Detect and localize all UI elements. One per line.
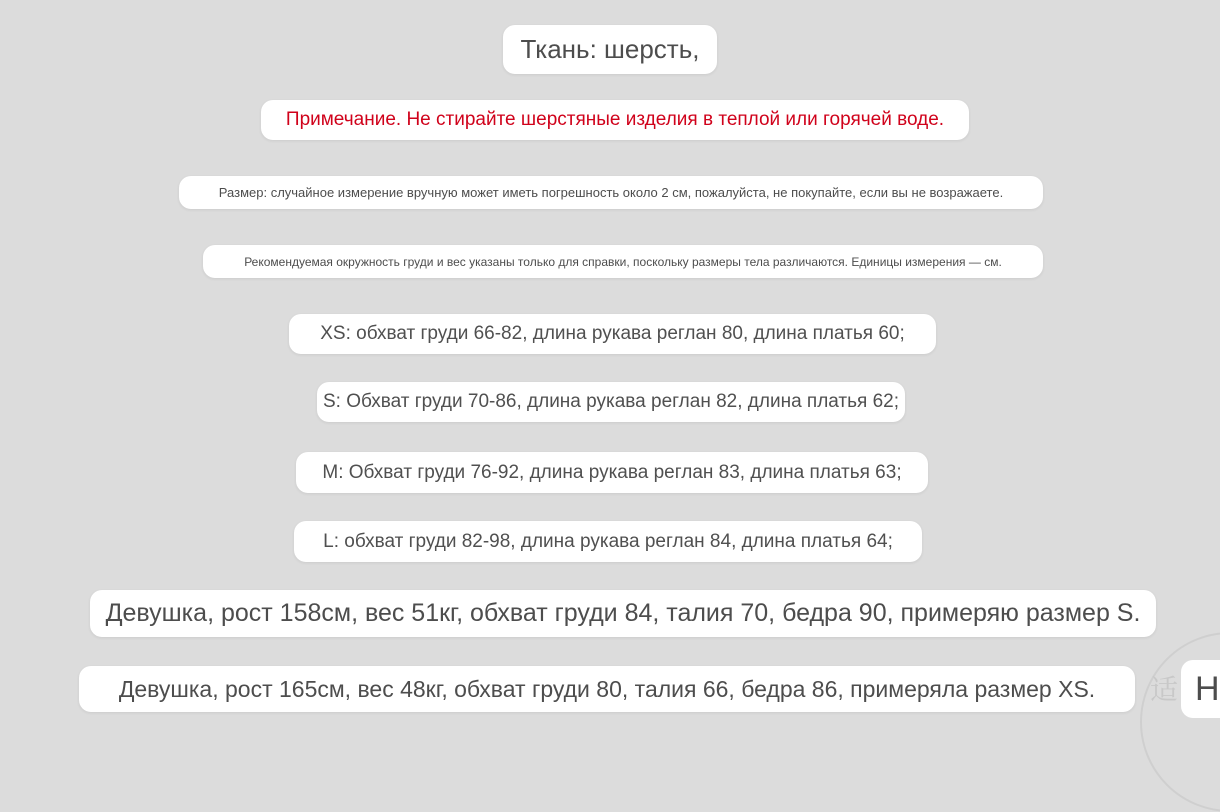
size-disclaimer bbox=[179, 176, 1043, 209]
size-row-l bbox=[294, 521, 922, 562]
size-row-xs-text: XS: обхват груди 66-82, длина рукава реглан 80, длина платья 60; bbox=[320, 323, 905, 344]
care-note-text: Примечание. Не стирайте шерстяные изделия в теплой или горячей воде. bbox=[285, 109, 945, 130]
model-info-1-text: Девушка, рост 158см, вес 51кг, обхват груди 84, талия 70, бедра 90, примеряю размер S. bbox=[105, 599, 1141, 627]
recommendation-text: Рекомендуемая окружность груди и вес указаны только для справки, поскольку размеры тела различаются. Единицы измерения — см. bbox=[244, 254, 1002, 269]
size-disclaimer-text: Размер: случайное измерение вручную может иметь погрешность около 2 см, пожалуйста, не покупайте, если вы не возражаете. bbox=[218, 185, 1004, 200]
model-info-2 bbox=[79, 666, 1135, 712]
cut-off-label bbox=[1181, 660, 1220, 718]
size-row-l-text: L: обхват груди 82-98, длина рукава реглан 84, длина платья 64; bbox=[323, 530, 893, 552]
watermark-circle bbox=[1140, 632, 1220, 812]
size-row-xs bbox=[289, 314, 936, 354]
model-info-1 bbox=[90, 590, 1156, 637]
size-row-m bbox=[296, 452, 928, 493]
care-note bbox=[261, 100, 969, 140]
cut-off-text: Н bbox=[1195, 669, 1220, 708]
fabric-text: Ткань: шерсть, bbox=[520, 34, 700, 64]
recommendation-note bbox=[203, 245, 1043, 278]
fabric-label bbox=[503, 25, 717, 74]
size-row-s bbox=[317, 382, 905, 422]
model-info-2-text: Девушка, рост 165см, вес 48кг, обхват груди 80, талия 66, бедра 86, примеряла размер XS. bbox=[118, 675, 1096, 702]
size-row-m-text: M: Обхват груди 76-92, длина рукава реглан 83, длина платья 63; bbox=[322, 461, 902, 483]
size-row-s-text: S: Обхват груди 70-86, длина рукава реглан 82, длина платья 62; bbox=[322, 391, 900, 412]
watermark-glyph: 适 bbox=[1150, 673, 1179, 706]
